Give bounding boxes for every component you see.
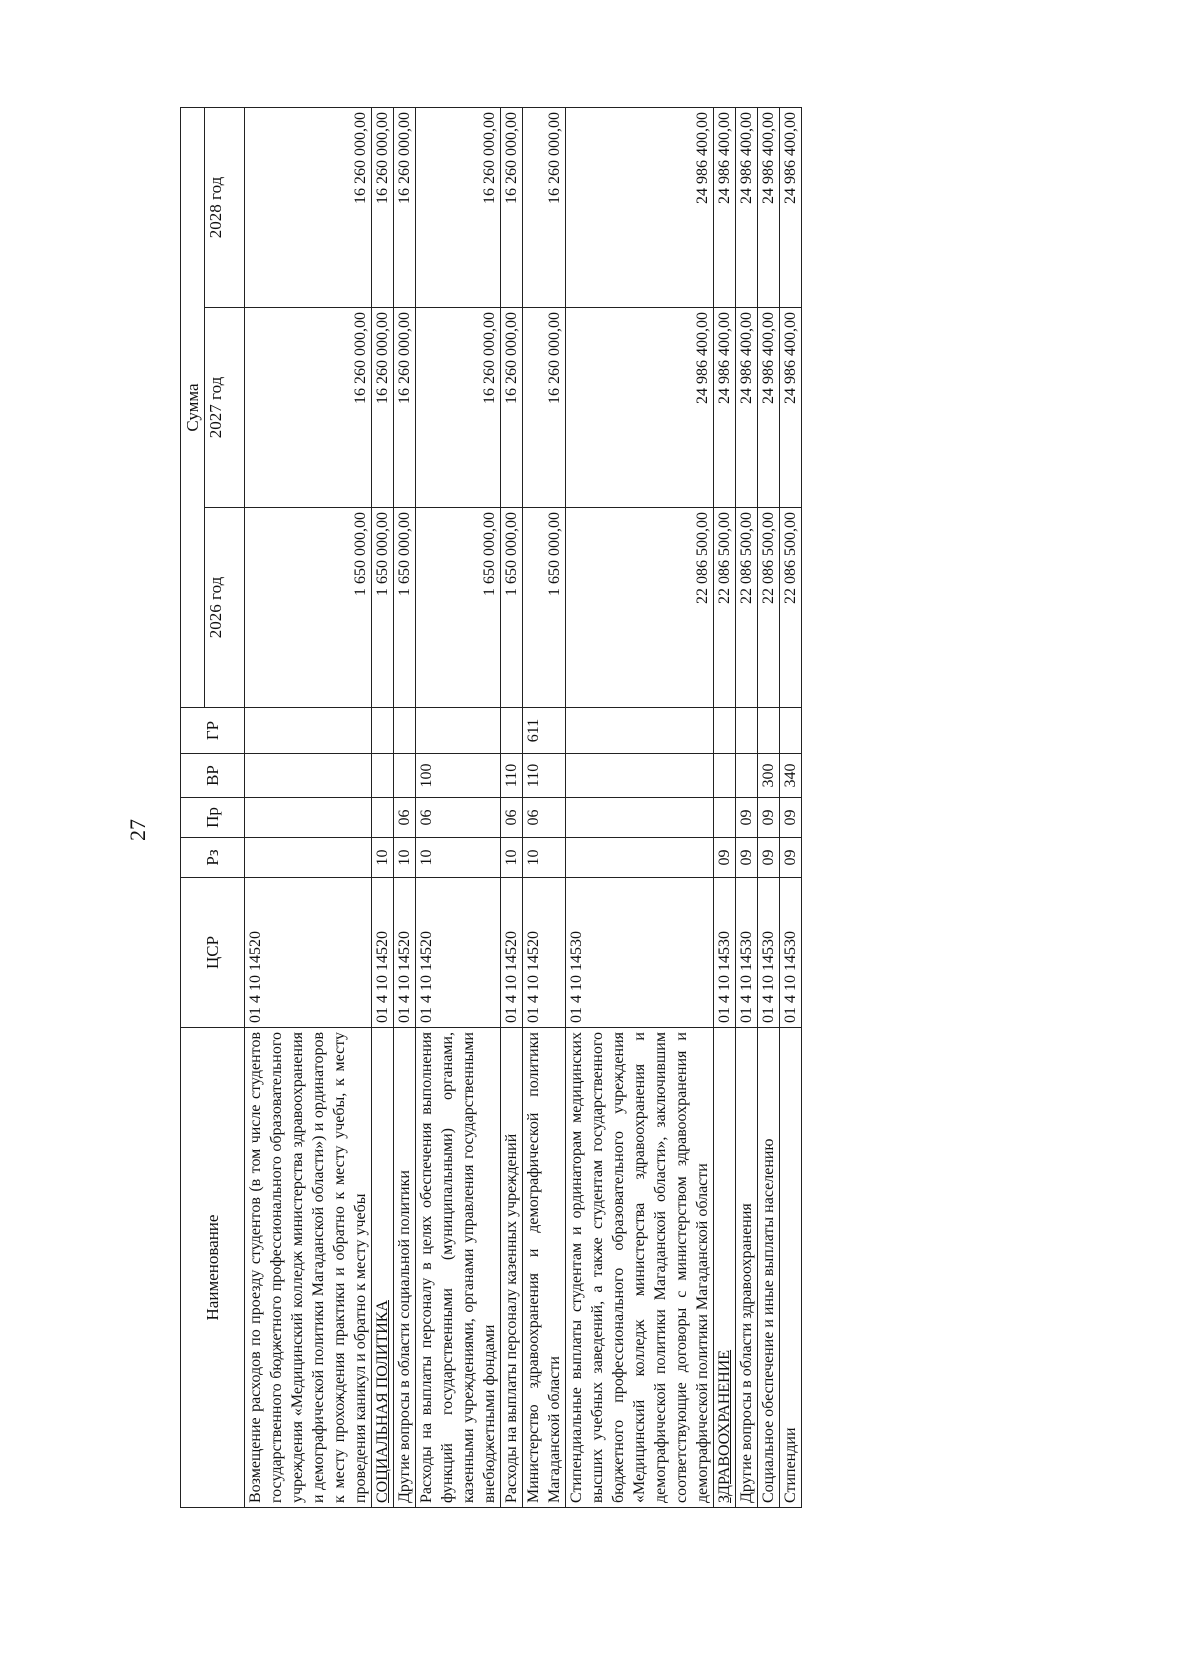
row-2028: 16 260 000,00 bbox=[523, 108, 566, 308]
row-rz: 10 bbox=[416, 838, 501, 878]
row-csr: 01 4 10 14520 bbox=[394, 878, 416, 1028]
row-2028: 24 986 400,00 bbox=[736, 108, 758, 308]
header-rz: Рз bbox=[181, 838, 245, 878]
row-2026: 1 650 000,00 bbox=[523, 508, 566, 708]
row-2026: 1 650 000,00 bbox=[501, 508, 523, 708]
row-name: Стипендиальные выплаты студентам и ординаторам медицинских высших учебных заведений, а также студентам государственного бюджетного профессионального образовательного учреждения «Медицинский колледж министерства здравоохранения и демографической политики Магаданской области», заключившим соответствующие договоры с министерством здравоохранения и демографической политики Магаданской области bbox=[566, 1028, 714, 1508]
row-vr bbox=[245, 754, 372, 798]
header-pr: Пр bbox=[181, 798, 245, 838]
table-row bbox=[780, 108, 802, 1508]
row-rz: 09 bbox=[780, 838, 802, 878]
row-name: СОЦИАЛЬНАЯ ПОЛИТИКА bbox=[372, 1028, 394, 1508]
table-row bbox=[501, 108, 523, 1508]
row-2028: 16 260 000,00 bbox=[501, 108, 523, 308]
row-2028: 16 260 000,00 bbox=[245, 108, 372, 308]
row-pr bbox=[245, 798, 372, 838]
row-csr: 01 4 10 14530 bbox=[736, 878, 758, 1028]
row-2026: 22 086 500,00 bbox=[780, 508, 802, 708]
row-2026: 1 650 000,00 bbox=[372, 508, 394, 708]
table-row bbox=[416, 108, 501, 1508]
row-gr bbox=[714, 708, 736, 754]
row-csr: 01 4 10 14530 bbox=[566, 878, 714, 1028]
row-rz bbox=[566, 838, 714, 878]
row-2027: 24 986 400,00 bbox=[714, 308, 736, 508]
table-row bbox=[523, 108, 566, 1508]
row-name: ЗДРАВООХРАНЕНИЕ bbox=[714, 1028, 736, 1508]
row-2026: 22 086 500,00 bbox=[736, 508, 758, 708]
row-gr bbox=[758, 708, 780, 754]
row-gr bbox=[780, 708, 802, 754]
row-csr: 01 4 10 14530 bbox=[758, 878, 780, 1028]
row-rz: 09 bbox=[714, 838, 736, 878]
row-name: Расходы на выплаты персоналу казенных учреждений bbox=[501, 1028, 523, 1508]
row-2027: 16 260 000,00 bbox=[416, 308, 501, 508]
row-2027: 24 986 400,00 bbox=[780, 308, 802, 508]
row-csr: 01 4 10 14530 bbox=[714, 878, 736, 1028]
row-vr bbox=[714, 754, 736, 798]
row-2028: 24 986 400,00 bbox=[758, 108, 780, 308]
table-row bbox=[758, 108, 780, 1508]
row-2027: 24 986 400,00 bbox=[758, 308, 780, 508]
row-2028: 16 260 000,00 bbox=[372, 108, 394, 308]
rotated-table-container bbox=[180, 108, 1080, 1508]
row-csr: 01 4 10 14520 bbox=[523, 878, 566, 1028]
page-number: 27 bbox=[125, 819, 150, 841]
row-2028: 24 986 400,00 bbox=[714, 108, 736, 308]
header-gr: ГР bbox=[181, 708, 245, 754]
row-name: Другие вопросы в области здравоохранения bbox=[736, 1028, 758, 1508]
row-gr bbox=[394, 708, 416, 754]
row-gr: 611 bbox=[523, 708, 566, 754]
header-csr: ЦСР bbox=[181, 878, 245, 1028]
row-name: Расходы на выплаты персоналу в целях обеспечения выполнения функций государственными (муниципальными) органами, казенными учреждениями, органами управления государственными внебюджетными фондами bbox=[416, 1028, 501, 1508]
table-row bbox=[736, 108, 758, 1508]
row-pr: 09 bbox=[758, 798, 780, 838]
row-rz: 10 bbox=[501, 838, 523, 878]
row-pr: 06 bbox=[501, 798, 523, 838]
table-row bbox=[245, 108, 372, 1508]
row-gr bbox=[245, 708, 372, 754]
row-name: Возмещение расходов по проезду студентов (в том числе студентов государственного бюджетного профессионального образовательного учреждения «Медицинский колледж министерства здравоохранения и демографической политики Магаданской области») и ординаторов к месту прохождения практики и обратно к месту учебы, к месту проведения каникул и обратно к месту учебы bbox=[245, 1028, 372, 1508]
row-rz: 09 bbox=[758, 838, 780, 878]
row-pr: 06 bbox=[416, 798, 501, 838]
row-gr bbox=[566, 708, 714, 754]
row-2027: 24 986 400,00 bbox=[566, 308, 714, 508]
header-2028: 2028 год bbox=[205, 108, 245, 308]
row-vr bbox=[372, 754, 394, 798]
row-pr bbox=[372, 798, 394, 838]
row-rz bbox=[245, 838, 372, 878]
header-vr: ВР bbox=[181, 754, 245, 798]
row-gr bbox=[501, 708, 523, 754]
header-sum: Сумма bbox=[181, 108, 205, 708]
row-2027: 16 260 000,00 bbox=[372, 308, 394, 508]
row-gr bbox=[736, 708, 758, 754]
row-vr: 340 bbox=[780, 754, 802, 798]
row-2027: 24 986 400,00 bbox=[736, 308, 758, 508]
row-2027: 16 260 000,00 bbox=[501, 308, 523, 508]
row-pr bbox=[714, 798, 736, 838]
row-vr: 100 bbox=[416, 754, 501, 798]
row-name: Социальное обеспечение и иные выплаты населению bbox=[758, 1028, 780, 1508]
row-csr: 01 4 10 14520 bbox=[416, 878, 501, 1028]
row-vr bbox=[736, 754, 758, 798]
row-2026: 22 086 500,00 bbox=[714, 508, 736, 708]
row-rz: 10 bbox=[372, 838, 394, 878]
row-gr bbox=[372, 708, 394, 754]
table-row bbox=[394, 108, 416, 1508]
row-pr: 06 bbox=[523, 798, 566, 838]
row-vr bbox=[394, 754, 416, 798]
row-csr: 01 4 10 14520 bbox=[501, 878, 523, 1028]
row-2026: 1 650 000,00 bbox=[394, 508, 416, 708]
row-csr: 01 4 10 14520 bbox=[245, 878, 372, 1028]
row-vr: 110 bbox=[523, 754, 566, 798]
table-row bbox=[372, 108, 394, 1508]
row-name: Другие вопросы в области социальной политики bbox=[394, 1028, 416, 1508]
table-row bbox=[566, 108, 714, 1508]
row-vr: 300 bbox=[758, 754, 780, 798]
row-rz: 10 bbox=[523, 838, 566, 878]
row-vr: 110 bbox=[501, 754, 523, 798]
row-rz: 10 bbox=[394, 838, 416, 878]
table-row bbox=[714, 108, 736, 1508]
row-rz: 09 bbox=[736, 838, 758, 878]
row-2027: 16 260 000,00 bbox=[394, 308, 416, 508]
row-name: Министерство здравоохранения и демографической политики Магаданской области bbox=[523, 1028, 566, 1508]
header-2026: 2026 год bbox=[205, 508, 245, 708]
row-2026: 1 650 000,00 bbox=[416, 508, 501, 708]
row-name: Стипендии bbox=[780, 1028, 802, 1508]
row-pr: 09 bbox=[780, 798, 802, 838]
row-2026: 1 650 000,00 bbox=[245, 508, 372, 708]
row-2028: 24 986 400,00 bbox=[780, 108, 802, 308]
row-pr bbox=[566, 798, 714, 838]
row-pr: 09 bbox=[736, 798, 758, 838]
row-2028: 16 260 000,00 bbox=[394, 108, 416, 308]
header-name: Наименование bbox=[181, 1028, 245, 1508]
row-csr: 01 4 10 14530 bbox=[780, 878, 802, 1028]
row-2028: 16 260 000,00 bbox=[416, 108, 501, 308]
row-2026: 22 086 500,00 bbox=[758, 508, 780, 708]
row-2026: 22 086 500,00 bbox=[566, 508, 714, 708]
row-gr bbox=[416, 708, 501, 754]
row-2028: 24 986 400,00 bbox=[566, 108, 714, 308]
header-2027: 2027 год bbox=[205, 308, 245, 508]
row-pr: 06 bbox=[394, 798, 416, 838]
row-2027: 16 260 000,00 bbox=[245, 308, 372, 508]
row-csr: 01 4 10 14520 bbox=[372, 878, 394, 1028]
row-vr bbox=[566, 754, 714, 798]
row-2027: 16 260 000,00 bbox=[523, 308, 566, 508]
budget-table bbox=[180, 107, 802, 1508]
